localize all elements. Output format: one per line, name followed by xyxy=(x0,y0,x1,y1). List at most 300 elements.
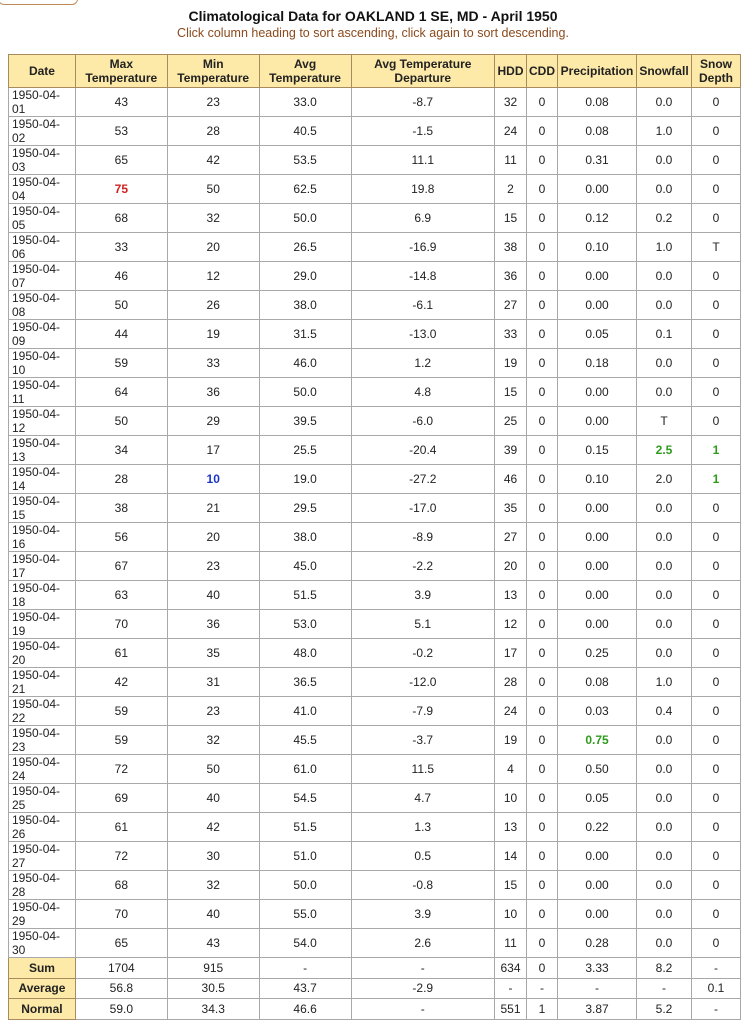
avg-cell: 51.5 xyxy=(259,581,351,610)
table-row xyxy=(9,117,741,146)
summary-snow-cell: 5.2 xyxy=(637,999,692,1020)
cdd-cell: 0 xyxy=(527,88,558,117)
summary-row-normal xyxy=(9,999,741,1020)
avg-cell: 45.5 xyxy=(259,726,351,755)
dep-cell: 5.1 xyxy=(351,610,495,639)
dep-cell: -20.4 xyxy=(351,436,495,465)
snow-cell: 0.0 xyxy=(637,813,692,842)
max-cell: 72 xyxy=(75,755,167,784)
date-cell: 1950-04-26 xyxy=(9,813,76,842)
min-cell: 40 xyxy=(167,784,259,813)
date-cell: 1950-04-29 xyxy=(9,900,76,929)
dep-cell: 11.5 xyxy=(351,755,495,784)
date-cell: 1950-04-12 xyxy=(9,407,76,436)
date-cell: 1950-04-13 xyxy=(9,436,76,465)
depth-cell: 0 xyxy=(691,523,740,552)
snow-cell: 0.0 xyxy=(637,929,692,958)
climate-data-table xyxy=(8,54,741,1020)
snow-cell: 1.0 xyxy=(637,233,692,262)
precip-cell: 0.00 xyxy=(558,552,637,581)
date-cell: 1950-04-01 xyxy=(9,88,76,117)
hdd-cell: 24 xyxy=(495,117,527,146)
depth-cell: 0 xyxy=(691,494,740,523)
date-cell: 1950-04-09 xyxy=(9,320,76,349)
max-cell: 68 xyxy=(75,871,167,900)
dep-cell: 4.7 xyxy=(351,784,495,813)
avg-cell: 51.5 xyxy=(259,813,351,842)
max-cell: 68 xyxy=(75,204,167,233)
min-cell: 42 xyxy=(167,813,259,842)
table-body xyxy=(9,88,741,958)
cdd-cell: 0 xyxy=(527,784,558,813)
top-left-tab-frame xyxy=(0,0,78,5)
min-cell: 26 xyxy=(167,291,259,320)
cdd-cell: 0 xyxy=(527,117,558,146)
max-cell: 33 xyxy=(75,233,167,262)
snow-cell: 0.0 xyxy=(637,291,692,320)
max-cell: 65 xyxy=(75,146,167,175)
min-cell: 20 xyxy=(167,523,259,552)
precip-cell: 0.00 xyxy=(558,581,637,610)
column-header-min-temperature[interactable]: Min Temperature xyxy=(167,55,259,88)
depth-cell: 0 xyxy=(691,755,740,784)
avg-cell: 50.0 xyxy=(259,378,351,407)
precip-cell: 0.00 xyxy=(558,291,637,320)
date-cell: 1950-04-30 xyxy=(9,929,76,958)
table-row xyxy=(9,436,741,465)
snow-cell: 0.0 xyxy=(637,146,692,175)
page-title: Climatological Data for OAKLAND 1 SE, MD - April 1950 xyxy=(188,8,558,24)
summary-depth-cell: - xyxy=(691,999,740,1020)
avg-cell: 41.0 xyxy=(259,697,351,726)
precip-cell: 0.05 xyxy=(558,784,637,813)
table-row xyxy=(9,639,741,668)
precip-cell: 0.00 xyxy=(558,523,637,552)
column-header-hdd[interactable]: HDD xyxy=(495,55,527,88)
table-row xyxy=(9,523,741,552)
snow-cell: 2.0 xyxy=(637,465,692,494)
hdd-cell: 25 xyxy=(495,407,527,436)
avg-cell: 48.0 xyxy=(259,639,351,668)
depth-cell: 0 xyxy=(691,117,740,146)
min-cell: 10 xyxy=(167,465,259,494)
hdd-cell: 19 xyxy=(495,349,527,378)
snow-cell: 0.0 xyxy=(637,88,692,117)
avg-cell: 50.0 xyxy=(259,204,351,233)
avg-cell: 55.0 xyxy=(259,900,351,929)
precip-cell: 0.12 xyxy=(558,204,637,233)
dep-cell: -8.7 xyxy=(351,88,495,117)
depth-cell: 0 xyxy=(691,175,740,204)
max-cell: 53 xyxy=(75,117,167,146)
hdd-cell: 10 xyxy=(495,784,527,813)
avg-cell: 33.0 xyxy=(259,88,351,117)
avg-cell: 54.5 xyxy=(259,784,351,813)
date-cell: 1950-04-18 xyxy=(9,581,76,610)
min-cell: 19 xyxy=(167,320,259,349)
hdd-cell: 35 xyxy=(495,494,527,523)
depth-cell: 0 xyxy=(691,349,740,378)
hdd-cell: 14 xyxy=(495,842,527,871)
hdd-cell: 15 xyxy=(495,204,527,233)
date-cell: 1950-04-15 xyxy=(9,494,76,523)
summary-precip-cell: 3.33 xyxy=(558,958,637,979)
date-cell: 1950-04-20 xyxy=(9,639,76,668)
min-cell: 20 xyxy=(167,233,259,262)
max-cell: 44 xyxy=(75,320,167,349)
snow-cell: 1.0 xyxy=(637,668,692,697)
table-row xyxy=(9,320,741,349)
cdd-cell: 0 xyxy=(527,291,558,320)
table-row xyxy=(9,668,741,697)
depth-cell: 1 xyxy=(691,436,740,465)
snow-cell: 0.0 xyxy=(637,378,692,407)
max-cell: 72 xyxy=(75,842,167,871)
cdd-cell: 0 xyxy=(527,639,558,668)
cdd-cell: 0 xyxy=(527,755,558,784)
hdd-cell: 36 xyxy=(495,262,527,291)
summary-row-average xyxy=(9,978,741,999)
date-cell: 1950-04-08 xyxy=(9,291,76,320)
min-cell: 12 xyxy=(167,262,259,291)
date-cell: 1950-04-14 xyxy=(9,465,76,494)
table-row xyxy=(9,697,741,726)
min-cell: 50 xyxy=(167,175,259,204)
cdd-cell: 0 xyxy=(527,146,558,175)
table-row xyxy=(9,378,741,407)
summary-cdd-cell: 0 xyxy=(527,958,558,979)
summary-min-cell: 30.5 xyxy=(167,978,259,999)
dep-cell: -14.8 xyxy=(351,262,495,291)
precip-cell: 0.28 xyxy=(558,929,637,958)
dep-cell: 4.8 xyxy=(351,378,495,407)
precip-cell: 0.10 xyxy=(558,465,637,494)
max-cell: 56 xyxy=(75,523,167,552)
summary-avg-cell: 46.6 xyxy=(259,999,351,1020)
avg-cell: 25.5 xyxy=(259,436,351,465)
precip-cell: 0.00 xyxy=(558,900,637,929)
cdd-cell: 0 xyxy=(527,697,558,726)
hdd-cell: 17 xyxy=(495,639,527,668)
avg-cell: 54.0 xyxy=(259,929,351,958)
precip-cell: 0.08 xyxy=(558,668,637,697)
cdd-cell: 0 xyxy=(527,436,558,465)
dep-cell: 3.9 xyxy=(351,900,495,929)
dep-cell: 1.3 xyxy=(351,813,495,842)
depth-cell: 0 xyxy=(691,871,740,900)
dep-cell: 19.8 xyxy=(351,175,495,204)
table-row xyxy=(9,291,741,320)
precip-cell: 0.00 xyxy=(558,175,637,204)
min-cell: 33 xyxy=(167,349,259,378)
summary-cdd-cell: 1 xyxy=(527,999,558,1020)
summary-max-cell: 1704 xyxy=(75,958,167,979)
column-header-avg-temperature-departure[interactable]: Avg Temperature Departure xyxy=(351,55,495,88)
hdd-cell: 15 xyxy=(495,871,527,900)
hdd-cell: 12 xyxy=(495,610,527,639)
snow-cell: 0.0 xyxy=(637,639,692,668)
max-cell: 50 xyxy=(75,291,167,320)
snow-cell: 0.0 xyxy=(637,755,692,784)
column-header-snowfall[interactable]: Snowfall xyxy=(637,55,692,88)
min-cell: 23 xyxy=(167,552,259,581)
summary-hdd-cell: 551 xyxy=(495,999,527,1020)
avg-cell: 53.5 xyxy=(259,146,351,175)
avg-cell: 29.0 xyxy=(259,262,351,291)
dep-cell: -0.2 xyxy=(351,639,495,668)
avg-cell: 29.5 xyxy=(259,494,351,523)
cdd-cell: 0 xyxy=(527,523,558,552)
depth-cell: 0 xyxy=(691,813,740,842)
table-row xyxy=(9,204,741,233)
summary-hdd-cell: - xyxy=(495,978,527,999)
precip-cell: 0.08 xyxy=(558,117,637,146)
date-cell: 1950-04-24 xyxy=(9,755,76,784)
summary-cdd-cell: - xyxy=(527,978,558,999)
precip-cell: 0.00 xyxy=(558,262,637,291)
date-cell: 1950-04-17 xyxy=(9,552,76,581)
table-row xyxy=(9,349,741,378)
dep-cell: -16.9 xyxy=(351,233,495,262)
table-row xyxy=(9,233,741,262)
table-row xyxy=(9,88,741,117)
cdd-cell: 0 xyxy=(527,668,558,697)
summary-dep-cell: -2.9 xyxy=(351,978,495,999)
table-row xyxy=(9,813,741,842)
depth-cell: 0 xyxy=(691,784,740,813)
cdd-cell: 0 xyxy=(527,929,558,958)
summary-min-cell: 915 xyxy=(167,958,259,979)
hdd-cell: 46 xyxy=(495,465,527,494)
precip-cell: 0.18 xyxy=(558,349,637,378)
precip-cell: 0.50 xyxy=(558,755,637,784)
max-cell: 46 xyxy=(75,262,167,291)
dep-cell: -7.9 xyxy=(351,697,495,726)
summary-label: Normal xyxy=(9,999,76,1020)
date-cell: 1950-04-21 xyxy=(9,668,76,697)
cdd-cell: 0 xyxy=(527,900,558,929)
depth-cell: 0 xyxy=(691,726,740,755)
summary-snow-cell: 8.2 xyxy=(637,958,692,979)
column-header-max-temperature[interactable]: Max Temperature xyxy=(75,55,167,88)
column-header-snow-depth[interactable]: Snow Depth xyxy=(691,55,740,88)
cdd-cell: 0 xyxy=(527,581,558,610)
max-cell: 70 xyxy=(75,900,167,929)
summary-min-cell: 34.3 xyxy=(167,999,259,1020)
cdd-cell: 0 xyxy=(527,842,558,871)
table-row xyxy=(9,262,741,291)
avg-cell: 61.0 xyxy=(259,755,351,784)
depth-cell: 0 xyxy=(691,291,740,320)
summary-max-cell: 59.0 xyxy=(75,999,167,1020)
table-row xyxy=(9,407,741,436)
min-cell: 17 xyxy=(167,436,259,465)
snow-cell: 2.5 xyxy=(637,436,692,465)
summary-dep-cell: - xyxy=(351,999,495,1020)
table-row xyxy=(9,610,741,639)
summary-precip-cell: 3.87 xyxy=(558,999,637,1020)
precip-cell: 0.03 xyxy=(558,697,637,726)
min-cell: 23 xyxy=(167,88,259,117)
avg-cell: 45.0 xyxy=(259,552,351,581)
depth-cell: 0 xyxy=(691,552,740,581)
dep-cell: -12.0 xyxy=(351,668,495,697)
depth-cell: 0 xyxy=(691,610,740,639)
summary-precip-cell: - xyxy=(558,978,637,999)
precip-cell: 0.00 xyxy=(558,610,637,639)
min-cell: 36 xyxy=(167,378,259,407)
precip-cell: 0.08 xyxy=(558,88,637,117)
depth-cell: 0 xyxy=(691,407,740,436)
snow-cell: 0.0 xyxy=(637,900,692,929)
precip-cell: 0.25 xyxy=(558,639,637,668)
min-cell: 29 xyxy=(167,407,259,436)
max-cell: 43 xyxy=(75,88,167,117)
min-cell: 21 xyxy=(167,494,259,523)
cdd-cell: 0 xyxy=(527,378,558,407)
depth-cell: 0 xyxy=(691,262,740,291)
snow-cell: 0.0 xyxy=(637,494,692,523)
min-cell: 42 xyxy=(167,146,259,175)
hdd-cell: 39 xyxy=(495,436,527,465)
column-header-avg-temperature[interactable]: Avg Temperature xyxy=(259,55,351,88)
snow-cell: 0.0 xyxy=(637,175,692,204)
depth-cell: 0 xyxy=(691,88,740,117)
snow-cell: 1.0 xyxy=(637,117,692,146)
precip-cell: 0.22 xyxy=(558,813,637,842)
precip-cell: 0.75 xyxy=(558,726,637,755)
avg-cell: 62.5 xyxy=(259,175,351,204)
cdd-cell: 0 xyxy=(527,204,558,233)
hdd-cell: 20 xyxy=(495,552,527,581)
precip-cell: 0.15 xyxy=(558,436,637,465)
date-cell: 1950-04-27 xyxy=(9,842,76,871)
max-cell: 59 xyxy=(75,726,167,755)
summary-dep-cell: - xyxy=(351,958,495,979)
snow-cell: 0.2 xyxy=(637,204,692,233)
depth-cell: 0 xyxy=(691,204,740,233)
depth-cell: 0 xyxy=(691,320,740,349)
date-cell: 1950-04-19 xyxy=(9,610,76,639)
avg-cell: 50.0 xyxy=(259,871,351,900)
hdd-cell: 11 xyxy=(495,146,527,175)
hdd-cell: 11 xyxy=(495,929,527,958)
avg-cell: 31.5 xyxy=(259,320,351,349)
snow-cell: 0.0 xyxy=(637,871,692,900)
avg-cell: 36.5 xyxy=(259,668,351,697)
min-cell: 32 xyxy=(167,204,259,233)
dep-cell: 0.5 xyxy=(351,842,495,871)
summary-snow-cell: - xyxy=(637,978,692,999)
cdd-cell: 0 xyxy=(527,233,558,262)
cdd-cell: 0 xyxy=(527,407,558,436)
column-header-cdd[interactable]: CDD xyxy=(527,55,558,88)
dep-cell: -13.0 xyxy=(351,320,495,349)
table-row xyxy=(9,465,741,494)
min-cell: 36 xyxy=(167,610,259,639)
precip-cell: 0.00 xyxy=(558,871,637,900)
dep-cell: -1.5 xyxy=(351,117,495,146)
avg-cell: 26.5 xyxy=(259,233,351,262)
date-cell: 1950-04-25 xyxy=(9,784,76,813)
max-cell: 67 xyxy=(75,552,167,581)
table-row xyxy=(9,175,741,204)
table-row xyxy=(9,900,741,929)
column-header-precipitation[interactable]: Precipitation xyxy=(558,55,637,88)
dep-cell: 11.1 xyxy=(351,146,495,175)
max-cell: 38 xyxy=(75,494,167,523)
snow-cell: 0.1 xyxy=(637,320,692,349)
max-cell: 75 xyxy=(75,175,167,204)
cdd-cell: 0 xyxy=(527,262,558,291)
cdd-cell: 0 xyxy=(527,175,558,204)
dep-cell: -17.0 xyxy=(351,494,495,523)
dep-cell: 1.2 xyxy=(351,349,495,378)
depth-cell: 0 xyxy=(691,929,740,958)
max-cell: 61 xyxy=(75,639,167,668)
hdd-cell: 2 xyxy=(495,175,527,204)
summary-body xyxy=(9,958,741,1020)
cdd-cell: 0 xyxy=(527,465,558,494)
min-cell: 30 xyxy=(167,842,259,871)
min-cell: 28 xyxy=(167,117,259,146)
max-cell: 65 xyxy=(75,929,167,958)
depth-cell: 0 xyxy=(691,668,740,697)
summary-hdd-cell: 634 xyxy=(495,958,527,979)
date-cell: 1950-04-10 xyxy=(9,349,76,378)
snow-cell: 0.0 xyxy=(637,349,692,378)
hdd-cell: 10 xyxy=(495,900,527,929)
summary-label: Average xyxy=(9,978,76,999)
table-row xyxy=(9,146,741,175)
cdd-cell: 0 xyxy=(527,552,558,581)
depth-cell: 0 xyxy=(691,581,740,610)
depth-cell: 0 xyxy=(691,146,740,175)
avg-cell: 39.5 xyxy=(259,407,351,436)
max-cell: 34 xyxy=(75,436,167,465)
hdd-cell: 19 xyxy=(495,726,527,755)
max-cell: 64 xyxy=(75,378,167,407)
cdd-cell: 0 xyxy=(527,494,558,523)
precip-cell: 0.00 xyxy=(558,407,637,436)
dep-cell: 6.9 xyxy=(351,204,495,233)
avg-cell: 46.0 xyxy=(259,349,351,378)
max-cell: 59 xyxy=(75,697,167,726)
dep-cell: -27.2 xyxy=(351,465,495,494)
date-cell: 1950-04-06 xyxy=(9,233,76,262)
table-row xyxy=(9,871,741,900)
min-cell: 43 xyxy=(167,929,259,958)
date-cell: 1950-04-07 xyxy=(9,262,76,291)
precip-cell: 0.00 xyxy=(558,842,637,871)
dep-cell: -8.9 xyxy=(351,523,495,552)
snow-cell: 0.0 xyxy=(637,842,692,871)
column-header-date[interactable]: Date xyxy=(9,55,76,88)
avg-cell: 19.0 xyxy=(259,465,351,494)
date-cell: 1950-04-23 xyxy=(9,726,76,755)
dep-cell: 3.9 xyxy=(351,581,495,610)
date-cell: 1950-04-04 xyxy=(9,175,76,204)
snow-cell: 0.0 xyxy=(637,726,692,755)
depth-cell: 0 xyxy=(691,697,740,726)
table-row xyxy=(9,784,741,813)
hdd-cell: 13 xyxy=(495,581,527,610)
avg-cell: 38.0 xyxy=(259,291,351,320)
hdd-cell: 15 xyxy=(495,378,527,407)
sort-instructions: Click column heading to sort ascending, click again to sort descending. xyxy=(177,26,569,40)
cdd-cell: 0 xyxy=(527,871,558,900)
summary-depth-cell: 0.1 xyxy=(691,978,740,999)
